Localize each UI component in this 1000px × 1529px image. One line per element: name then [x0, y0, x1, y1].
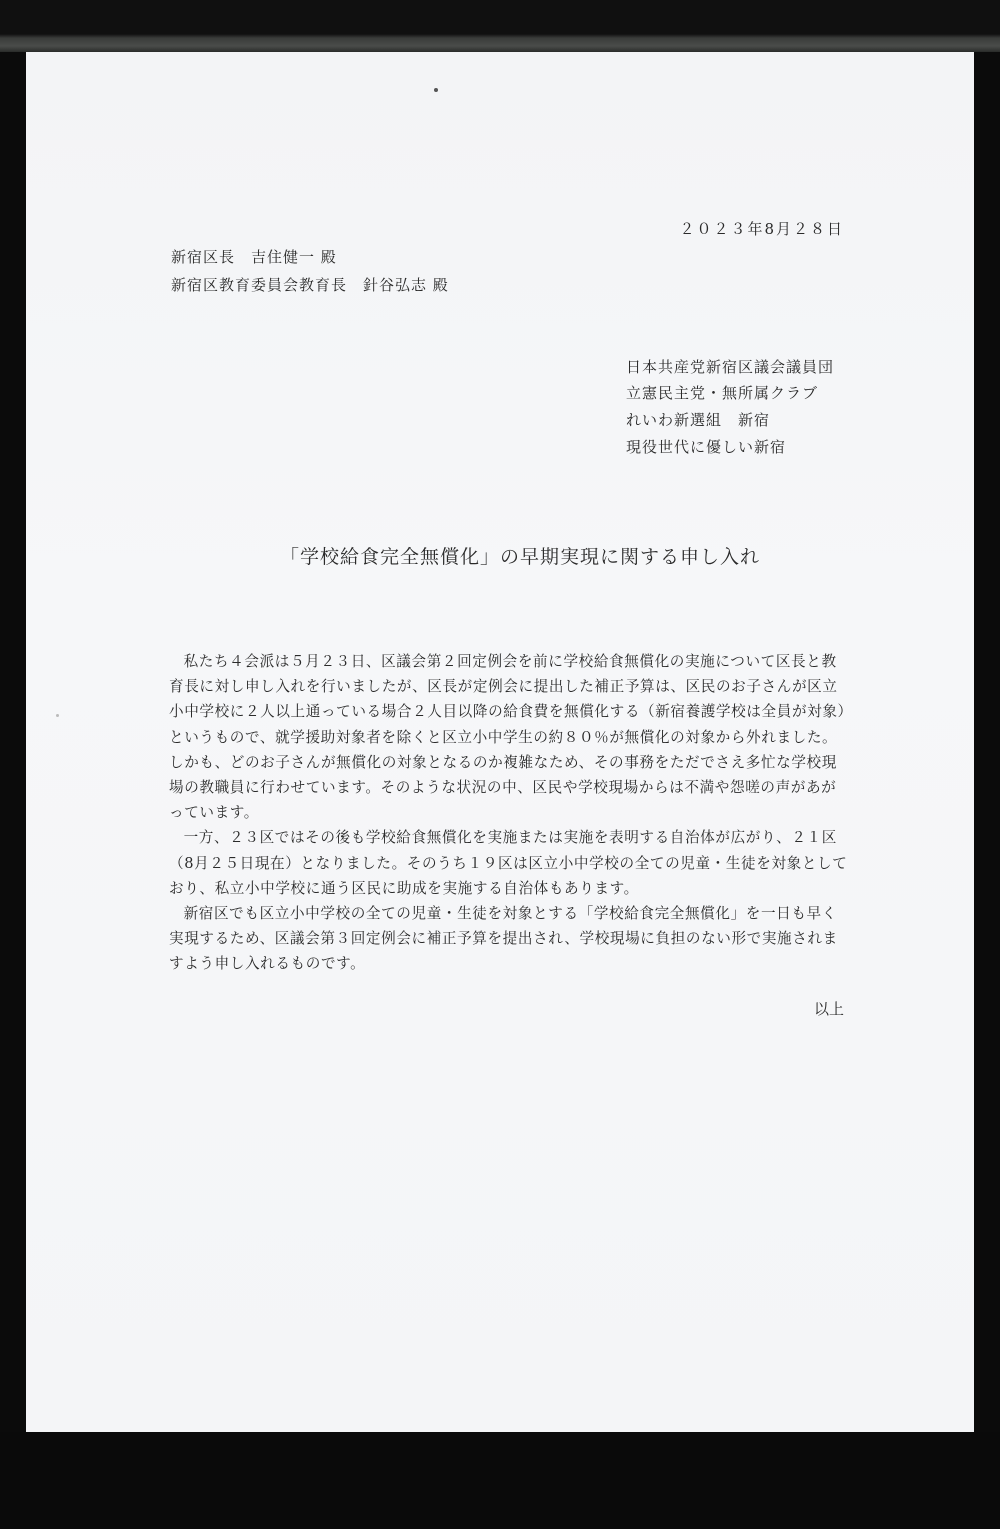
sender-4: 現役世代に優しい新宿 — [626, 438, 787, 456]
paper-speck — [434, 88, 438, 92]
document-closing: 以上 — [813, 1000, 844, 1018]
document-body — [169, 649, 849, 977]
paper-speck — [56, 714, 59, 717]
background-bottom-band — [0, 1432, 1000, 1529]
document-title: 「学校給食完全無償化」の早期実現に関する申し入れ — [279, 546, 760, 568]
sender-3: れいわ新選組 新宿 — [626, 411, 771, 429]
body-paragraph: 一方、２３区ではその後も学校給食無償化を実施または実施を表明する自治体が広がり、２１区（8月２５日現在）となりました。そのうち１９区は区立小中学校の全ての児童・生徒を対象としており、私立小中学校に通う区民に助成を実施する自治体もあります。 — [169, 829, 848, 897]
body-paragraph: 私たち４会派は５月２３日、区議会第２回定例会を前に学校給食無償化の実施について区長と教育長に対し申し入れを行いましたが、区長が定例会に提出した補正予算は、区民のお子さんが区立小中学校に２人以上通っている場合２人目以降の給食費を無償化する（新宿養護学校は全員が対象）というもので、就学援助対象者を除くと区立小中学生の約８０％が無償化の対象から外れました。しかも、どのお子さんが無償化の対象となるのか複雑なため、その事務をただでさえ多忙な学校現場の教職員に行わせています。そのような状況の中、区民や学校現場からは不満や怨嗟の声があがっています。 — [169, 653, 846, 822]
addressee-superintendent: 新宿区教育委員会教育長 針谷弘志 殿 — [171, 276, 449, 294]
body-paragraph: 新宿区でも区立小中学校の全ての児童・生徒を対象とする「学校給食完全無償化」を一日も早く実現するため、区議会第３回定例会に補正予算を提出され、学校現場に負担のない形で実施されますよう申し入れるものです。 — [169, 905, 838, 973]
document-page — [26, 52, 974, 1432]
addressee-mayor: 新宿区長 吉住健一 殿 — [171, 248, 337, 266]
sender-1: 日本共産党新宿区議会議員団 — [626, 358, 835, 376]
document-date: ２０２３年8月２８日 — [679, 220, 844, 238]
background-top-band — [0, 0, 1000, 52]
sender-2: 立憲民主党・無所属クラブ — [626, 384, 819, 402]
